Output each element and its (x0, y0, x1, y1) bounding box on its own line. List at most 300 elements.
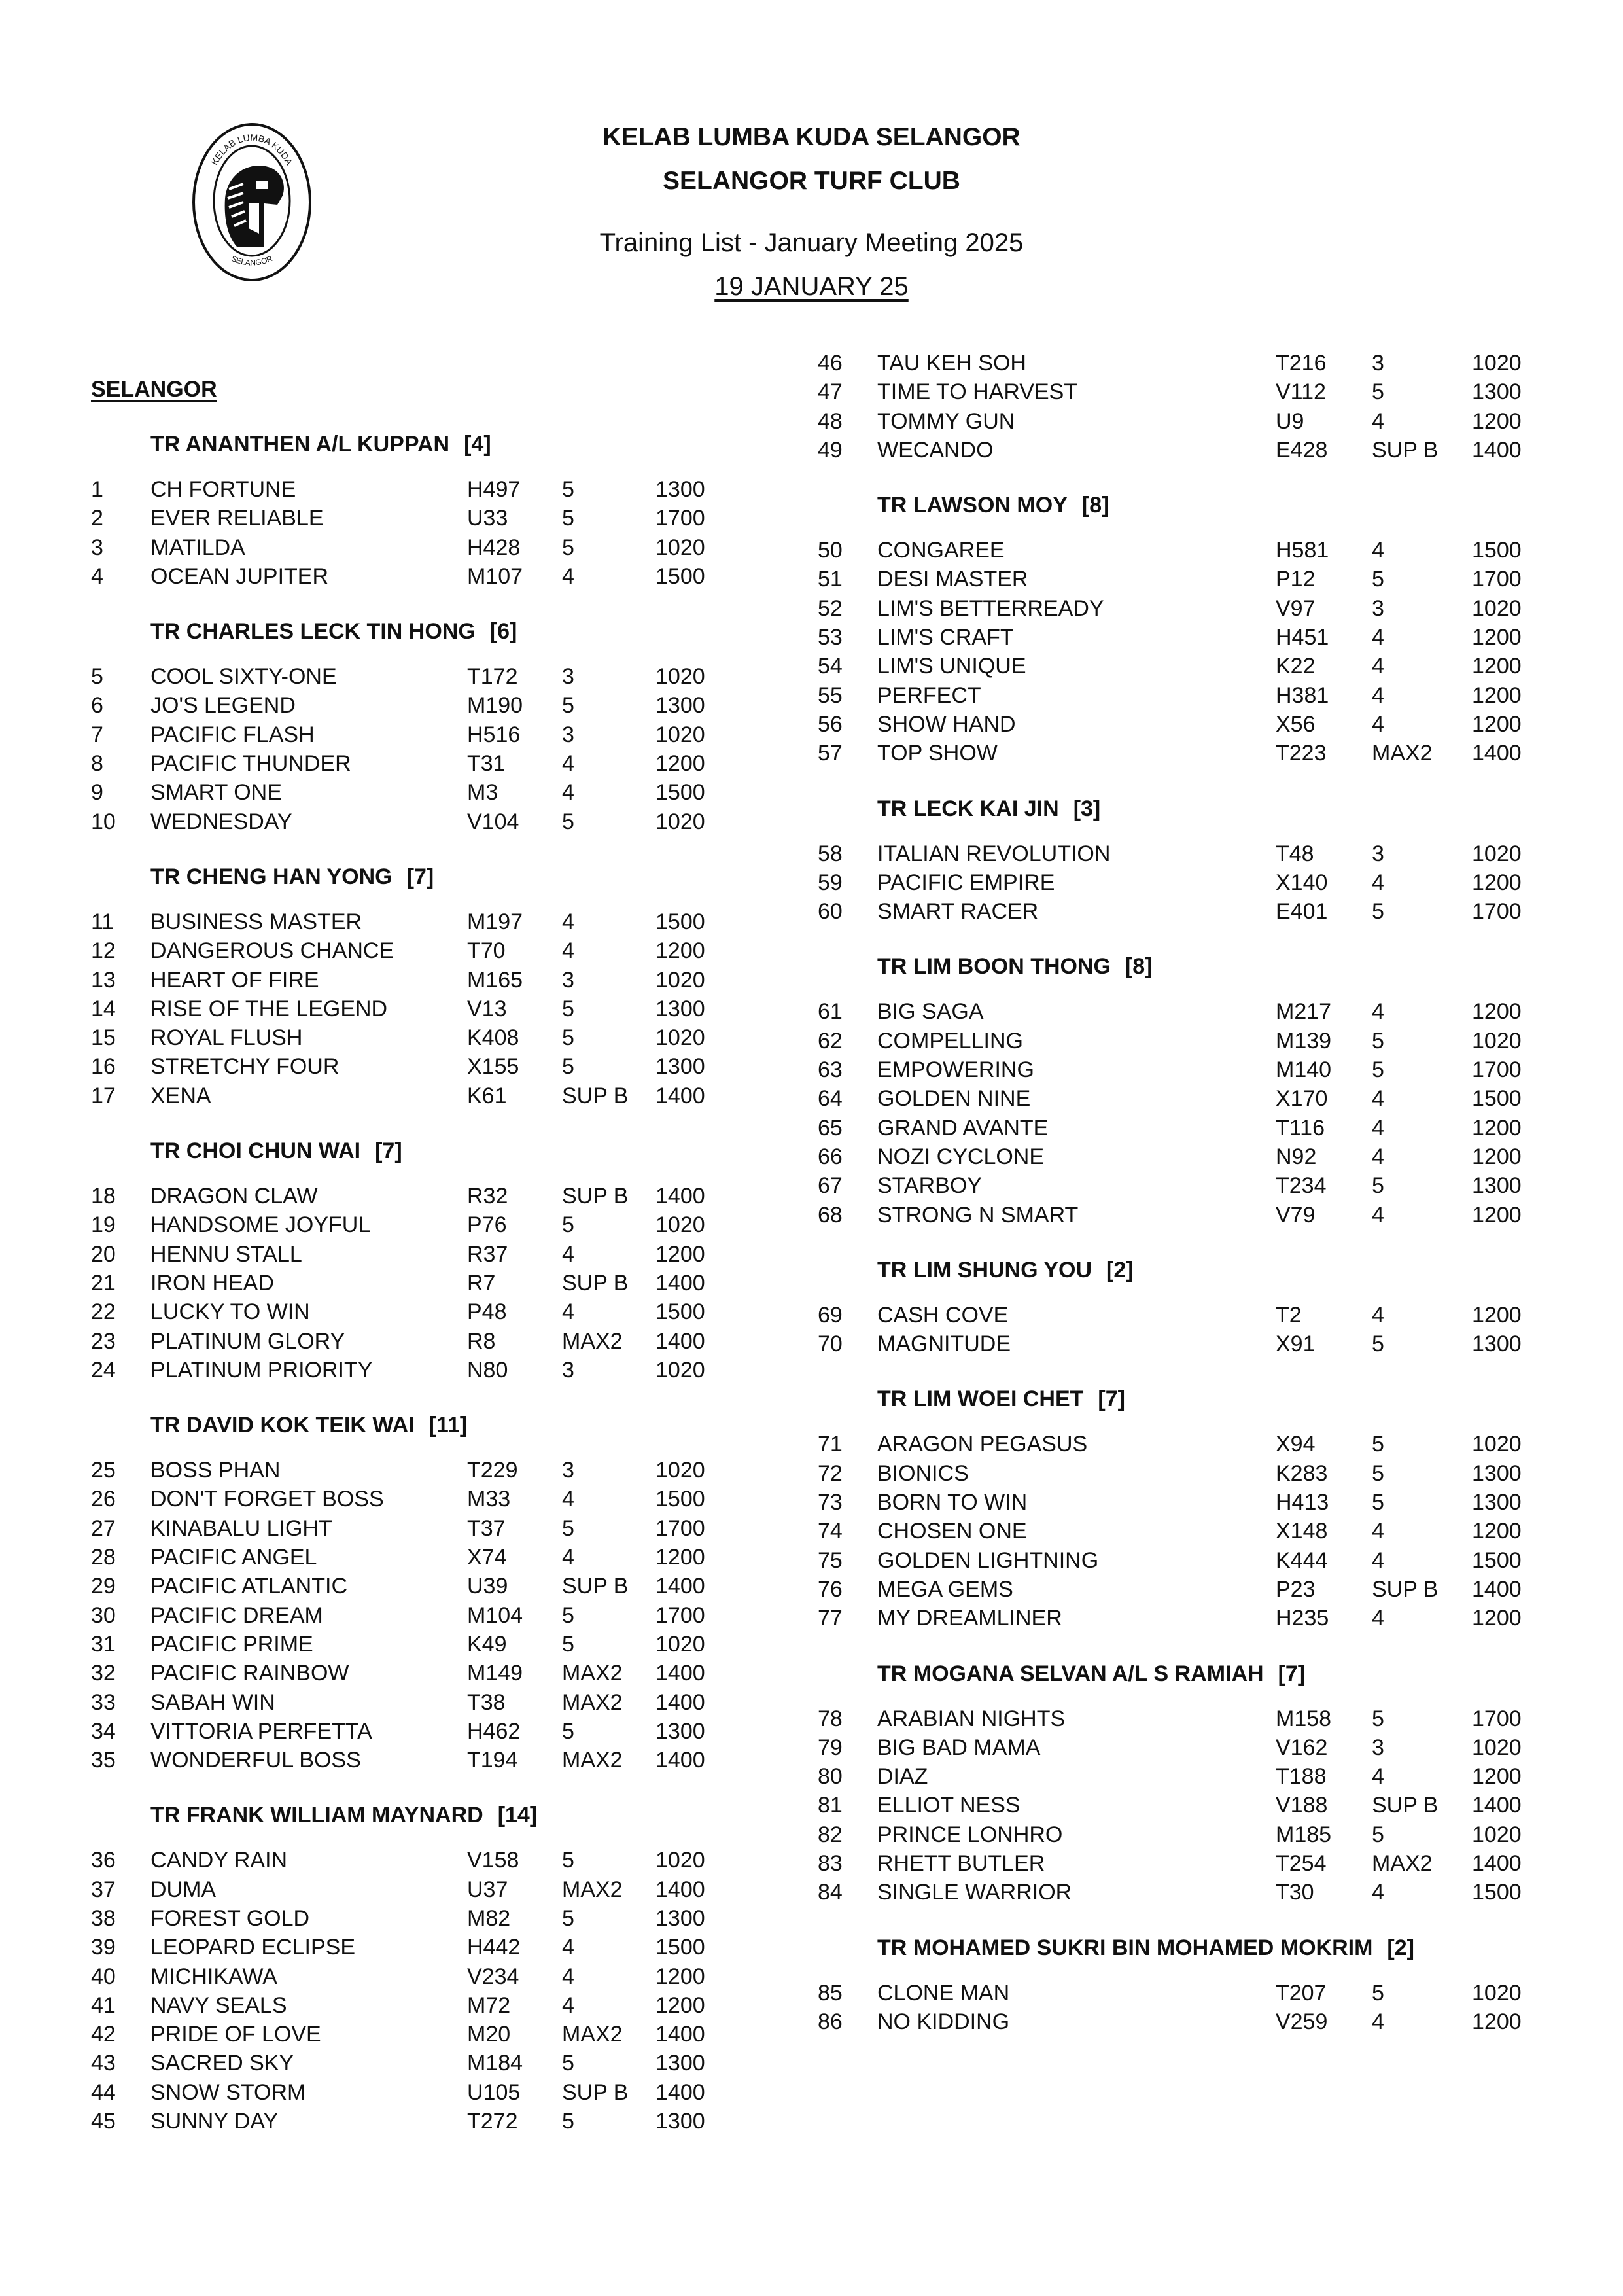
horse-number: 31 (91, 1631, 116, 1657)
horse-number: 2 (91, 506, 103, 531)
horse-code: P76 (467, 1212, 507, 1238)
horse-class: SUP B (1372, 437, 1439, 463)
horse-name: PLATINUM PRIORITY (150, 1357, 373, 1383)
trainer-group (91, 1137, 811, 1385)
horse-distance: 1200 (1472, 1144, 1522, 1169)
horse-code: R8 (467, 1328, 496, 1354)
horse-class: 4 (1372, 625, 1384, 650)
horse-code: V234 (467, 1964, 519, 1989)
trainer-heading (877, 491, 1537, 519)
horse-row (91, 1456, 811, 1485)
right-column (818, 349, 1537, 2036)
horse-name: BOSS PHAN (150, 1458, 281, 1483)
horse-distance: 1500 (655, 1935, 705, 1960)
horse-class: MAX2 (562, 1748, 623, 1773)
horse-row (91, 1601, 811, 1630)
horse-row (818, 652, 1537, 680)
horse-row (91, 1962, 811, 1991)
horse-row (818, 1979, 1537, 2007)
horse-number: 32 (91, 1661, 116, 1686)
trainer-name: TR LECK KAI JIN (877, 796, 1059, 821)
horse-row (818, 565, 1537, 593)
horse-class: 4 (1372, 1115, 1384, 1140)
horse-distance: 1700 (655, 1515, 705, 1541)
horse-name: GRAND AVANTE (877, 1115, 1049, 1140)
horse-code: V158 (467, 1848, 519, 1873)
horse-class: 5 (562, 2051, 574, 2076)
horse-name: BUSINESS MASTER (150, 909, 362, 934)
horse-code: H451 (1276, 625, 1329, 650)
trainer-name: TR CHENG HAN YONG (150, 864, 393, 889)
horse-name: WECANDO (877, 437, 994, 463)
horse-name: LEOPARD ECLIPSE (150, 1935, 356, 1960)
horse-class: 4 (1372, 538, 1384, 563)
horse-code: P12 (1276, 567, 1316, 592)
left-column (91, 431, 811, 2136)
horse-distance: 1200 (655, 751, 705, 777)
horse-distance: 1700 (1472, 567, 1522, 592)
horse-count: [4] (464, 432, 491, 457)
horse-code: M72 (467, 1992, 511, 2018)
horse-class: MAX2 (562, 1661, 623, 1686)
horse-distance: 1400 (655, 1184, 705, 1209)
horse-number: 10 (91, 809, 116, 834)
document-subtitle: Training List - January Meeting 2025 (599, 228, 1024, 257)
horse-count: [7] (1278, 1661, 1306, 1686)
horse-name: GOLDEN LIGHTNING (877, 1547, 1099, 1573)
horse-name: NOZI CYCLONE (877, 1144, 1045, 1169)
horse-number: 68 (818, 1202, 843, 1227)
horse-row (91, 995, 811, 1023)
horse-class: MAX2 (562, 1328, 623, 1354)
trainer-name: TR CHARLES LECK TIN HONG (150, 619, 476, 645)
horse-distance: 1020 (655, 722, 705, 747)
horse-row (818, 349, 1537, 378)
horse-name: CONGAREE (877, 538, 1005, 563)
horse-distance: 1020 (1472, 595, 1522, 621)
horse-row (91, 1052, 811, 1081)
horse-code: T31 (467, 751, 506, 777)
horse-distance: 1020 (655, 1357, 705, 1383)
horse-code: M20 (467, 2022, 511, 2047)
trainer-heading (150, 1411, 811, 1439)
horse-distance: 1700 (655, 1602, 705, 1628)
horse-class: 3 (1372, 1735, 1384, 1760)
horse-class: MAX2 (562, 1877, 623, 1902)
horse-number: 13 (91, 967, 116, 993)
horse-class: 5 (562, 1631, 574, 1657)
horse-class: 5 (562, 1848, 574, 1873)
horse-distance: 1300 (655, 477, 705, 502)
horse-class: 5 (562, 477, 574, 502)
horse-code: M107 (467, 563, 523, 589)
horse-code: M197 (467, 909, 523, 934)
horse-distance: 1020 (1472, 1432, 1522, 1457)
horse-name: SABAH WIN (150, 1689, 275, 1715)
horse-code: T223 (1276, 741, 1327, 766)
horse-code: H442 (467, 1935, 521, 1960)
horse-name: CASH COVE (877, 1302, 1009, 1328)
horse-number: 65 (818, 1115, 843, 1140)
horse-row (818, 1142, 1537, 1171)
horse-class: SUP B (562, 1083, 629, 1108)
horse-number: 7 (91, 722, 103, 747)
trainer-group (818, 1934, 1537, 2037)
horse-class: 4 (562, 1241, 574, 1267)
horse-row (818, 1084, 1537, 1113)
horse-number: 67 (818, 1173, 843, 1199)
horse-class: 5 (562, 1905, 574, 1931)
horse-code: R37 (467, 1241, 508, 1267)
trainer-heading (877, 1256, 1537, 1284)
horse-class: 4 (1372, 1764, 1384, 1790)
horse-distance: 1200 (1472, 1115, 1522, 1140)
horse-number: 17 (91, 1083, 116, 1108)
horse-name: PACIFIC DREAM (150, 1602, 323, 1628)
horse-code: R32 (467, 1184, 508, 1209)
horse-number: 55 (818, 682, 843, 708)
horse-class: 4 (562, 780, 574, 805)
horse-distance: 1020 (655, 967, 705, 993)
horse-number: 71 (818, 1432, 843, 1457)
horse-row (91, 1659, 811, 1687)
horse-distance: 1500 (1472, 1086, 1522, 1112)
horse-number: 58 (818, 841, 843, 866)
horse-row (91, 1514, 811, 1543)
horse-code: V112 (1276, 380, 1326, 405)
horse-code: T272 (467, 2109, 518, 2134)
horse-count: [11] (428, 1413, 468, 1438)
horse-row (818, 1055, 1537, 1084)
horse-number: 78 (818, 1706, 843, 1731)
horse-name: PACIFIC RAINBOW (150, 1661, 349, 1686)
horse-code: U33 (467, 506, 508, 531)
horse-name: RHETT BUTLER (877, 1850, 1045, 1876)
horse-class: 5 (1372, 1173, 1384, 1199)
horse-row (91, 1182, 811, 1210)
horse-code: V162 (1276, 1735, 1328, 1760)
horse-distance: 1700 (1472, 1706, 1522, 1731)
horse-distance: 1400 (655, 2079, 705, 2105)
horse-class: 5 (562, 1718, 574, 1744)
horse-name: SUNNY DAY (150, 2109, 279, 2134)
horse-row (818, 1459, 1537, 1488)
trainer-heading (150, 863, 811, 891)
horse-number: 70 (818, 1332, 843, 1357)
horse-class: 5 (562, 996, 574, 1021)
horse-number: 66 (818, 1144, 843, 1169)
horse-distance: 1200 (655, 1545, 705, 1570)
horse-distance: 1400 (1472, 741, 1522, 766)
horse-code: M158 (1276, 1706, 1332, 1731)
horse-number: 20 (91, 1241, 116, 1267)
horse-name: BIONICS (877, 1460, 969, 1486)
horse-number: 44 (91, 2079, 116, 2105)
horse-code: K61 (467, 1083, 507, 1108)
horse-code: K49 (467, 1631, 507, 1657)
horse-code: P23 (1276, 1576, 1316, 1602)
horse-class: 4 (1372, 1302, 1384, 1328)
horse-class: 4 (562, 563, 574, 589)
horse-class: 3 (562, 722, 574, 747)
horse-code: U9 (1276, 408, 1304, 434)
horse-row (818, 1546, 1537, 1575)
horse-code: M3 (467, 780, 498, 805)
horse-code: T234 (1276, 1173, 1327, 1199)
horse-distance: 1500 (655, 909, 705, 934)
horse-distance: 1300 (1472, 1460, 1522, 1486)
horse-code: M139 (1276, 1028, 1332, 1053)
trainer-name: TR MOGANA SELVAN A/L S RAMIAH (877, 1661, 1264, 1686)
trainer-heading (877, 1385, 1537, 1413)
trainer-name: TR LIM BOON THONG (877, 954, 1111, 980)
trainer-heading (150, 1801, 811, 1829)
horse-class: SUP B (562, 2079, 629, 2105)
horse-number: 40 (91, 1964, 116, 1989)
horse-number: 45 (91, 2109, 116, 2134)
horse-class: 5 (562, 693, 574, 718)
horse-number: 80 (818, 1764, 843, 1790)
horse-number: 12 (91, 938, 116, 964)
horse-name: PACIFIC ATLANTIC (150, 1574, 348, 1599)
logo-bottom-text: SELANGOR (230, 253, 274, 268)
horse-number: 16 (91, 1054, 116, 1080)
horse-row (818, 1027, 1537, 1055)
horse-distance: 1400 (1472, 1793, 1522, 1818)
horse-row (91, 908, 811, 936)
horse-class: 4 (562, 1545, 574, 1570)
trainer-name: TR LAWSON MOY (877, 493, 1068, 518)
horse-number: 69 (818, 1302, 843, 1328)
horse-code: R7 (467, 1270, 496, 1296)
horse-class: 4 (562, 1964, 574, 1989)
trainer-name: TR ANANTHEN A/L KUPPAN (150, 432, 450, 457)
horse-code: K22 (1276, 654, 1316, 679)
horse-code: X56 (1276, 711, 1316, 737)
horse-code: M149 (467, 1661, 523, 1686)
horse-distance: 1200 (1472, 408, 1522, 434)
horse-name: MAGNITUDE (877, 1332, 1011, 1357)
region-heading: SELANGOR (91, 377, 217, 402)
horse-name: FOREST GOLD (150, 1905, 310, 1931)
horse-class: MAX2 (562, 1689, 623, 1715)
horse-count: [6] (489, 619, 517, 645)
horse-number: 85 (818, 1980, 843, 2005)
horse-class: 3 (1372, 351, 1384, 376)
horse-class: 4 (1372, 1144, 1384, 1169)
horse-distance: 1400 (655, 1083, 705, 1108)
horse-distance: 1020 (655, 1212, 705, 1238)
horse-number: 29 (91, 1574, 116, 1599)
horse-name: BORN TO WIN (877, 1490, 1028, 1515)
horse-name: BIG SAGA (877, 999, 984, 1025)
horse-code: H581 (1276, 538, 1329, 563)
horse-name: WONDERFUL BOSS (150, 1748, 361, 1773)
horse-class: 4 (562, 1487, 574, 1512)
horse-code: X155 (467, 1054, 519, 1080)
horse-row (91, 2107, 811, 2136)
horse-code: H413 (1276, 1490, 1329, 1515)
horse-name: TAU KEH SOH (877, 351, 1026, 376)
horse-code: M185 (1276, 1822, 1332, 1847)
horse-class: 5 (562, 809, 574, 834)
horse-row (91, 1717, 811, 1746)
horse-number: 23 (91, 1328, 116, 1354)
horse-code: X140 (1276, 870, 1328, 895)
horse-code: T116 (1276, 1115, 1325, 1140)
horse-row (818, 2007, 1537, 2036)
horse-class: 5 (562, 1602, 574, 1628)
horse-name: CHOSEN ONE (877, 1519, 1027, 1544)
horse-name: SMART RACER (877, 899, 1039, 925)
horse-class: 5 (562, 2109, 574, 2134)
horse-distance: 1200 (1472, 1606, 1522, 1631)
horse-number: 82 (818, 1822, 843, 1847)
horse-code: V259 (1276, 2009, 1328, 2034)
horse-distance: 1700 (1472, 899, 1522, 925)
horse-name: ARAGON PEGASUS (877, 1432, 1088, 1457)
horse-row (91, 1327, 811, 1356)
horse-class: 5 (562, 1515, 574, 1541)
horse-row (91, 2020, 811, 2049)
horse-code: T30 (1276, 1880, 1314, 1905)
horse-number: 35 (91, 1748, 116, 1773)
horse-class: 3 (562, 1458, 574, 1483)
horse-class: 5 (1372, 1706, 1384, 1731)
horse-name: DESI MASTER (877, 567, 1028, 592)
trainer-name: TR FRANK WILLIAM MAYNARD (150, 1803, 483, 1828)
horse-number: 4 (91, 563, 103, 589)
horse-name: OCEAN JUPITER (150, 563, 329, 589)
horse-distance: 1020 (1472, 841, 1522, 866)
horse-number: 11 (91, 909, 114, 934)
horse-code: H462 (467, 1718, 521, 1744)
horse-distance: 1400 (655, 1328, 705, 1354)
horse-name: PLATINUM GLORY (150, 1328, 345, 1354)
horse-distance: 1020 (655, 664, 705, 690)
horse-class: 4 (1372, 711, 1384, 737)
trainer-heading (150, 431, 811, 458)
horse-number: 33 (91, 1689, 116, 1715)
horse-name: HENNU STALL (150, 1241, 302, 1267)
horse-number: 57 (818, 741, 843, 766)
horse-name: TOP SHOW (877, 741, 998, 766)
horse-distance: 1400 (655, 1877, 705, 1902)
horse-code: T254 (1276, 1850, 1327, 1876)
horse-class: 4 (562, 938, 574, 964)
horse-name: WEDNESDAY (150, 809, 292, 834)
horse-row (91, 475, 811, 504)
horse-number: 8 (91, 751, 103, 777)
horse-name: LIM'S CRAFT (877, 625, 1014, 650)
horse-distance: 1020 (655, 535, 705, 560)
horse-code: M217 (1276, 999, 1332, 1025)
horse-row (818, 1791, 1537, 1820)
horse-number: 28 (91, 1545, 116, 1570)
horse-row (818, 1878, 1537, 1907)
horse-number: 22 (91, 1299, 116, 1325)
horse-number: 75 (818, 1547, 843, 1573)
horse-name: SACRED SKY (150, 2051, 294, 2076)
horse-distance: 1500 (1472, 538, 1522, 563)
horse-distance: 1400 (655, 2022, 705, 2047)
horse-number: 50 (818, 538, 843, 563)
horse-name: SHOW HAND (877, 711, 1016, 737)
horse-number: 30 (91, 1602, 116, 1628)
horse-distance: 1400 (1472, 1576, 1522, 1602)
horse-code: T70 (467, 938, 506, 964)
horse-name: DON'T FORGET BOSS (150, 1487, 384, 1512)
horse-distance: 1200 (655, 1992, 705, 2018)
horse-row (91, 1023, 811, 1052)
horse-number: 1 (91, 477, 103, 502)
horse-number: 81 (818, 1793, 843, 1818)
trainer-group (818, 349, 1537, 465)
horse-class: 4 (562, 1992, 574, 2018)
horse-distance: 1200 (1472, 682, 1522, 708)
horse-code: X94 (1276, 1432, 1316, 1457)
horse-code: U105 (467, 2079, 521, 2105)
horse-number: 77 (818, 1606, 843, 1631)
horse-distance: 1500 (1472, 1547, 1522, 1573)
trainer-heading (877, 795, 1537, 822)
horse-code: M104 (467, 1602, 523, 1628)
horse-row (818, 839, 1537, 868)
horse-name: RISE OF THE LEGEND (150, 996, 388, 1021)
horse-distance: 1500 (655, 1487, 705, 1512)
horse-number: 60 (818, 899, 843, 925)
horse-distance: 1200 (655, 1241, 705, 1267)
horse-code: T229 (467, 1458, 518, 1483)
trainer-group (91, 618, 811, 836)
club-name-english: SELANGOR TURF CLUB (663, 167, 960, 195)
horse-count: [14] (497, 1803, 538, 1828)
horse-code: M184 (467, 2051, 523, 2076)
trainer-group (818, 491, 1537, 768)
horse-class: SUP B (1372, 1576, 1439, 1602)
horse-number: 59 (818, 870, 843, 895)
horse-code: M190 (467, 693, 523, 718)
trainer-name: TR CHOI CHUN WAI (150, 1139, 361, 1164)
horse-row (818, 897, 1537, 926)
horse-row (818, 1733, 1537, 1762)
horse-class: 5 (1372, 1490, 1384, 1515)
horse-row (91, 562, 811, 591)
horse-row (91, 1933, 811, 1962)
horse-name: PACIFIC THUNDER (150, 751, 351, 777)
horse-number: 24 (91, 1357, 116, 1383)
horse-number: 86 (818, 2009, 843, 2034)
horse-number: 39 (91, 1935, 116, 1960)
horse-distance: 1400 (655, 1689, 705, 1715)
horse-class: 5 (1372, 1460, 1384, 1486)
horse-distance: 1020 (1472, 1822, 1522, 1847)
horse-name: LUCKY TO WIN (150, 1299, 310, 1325)
horse-class: 4 (562, 751, 574, 777)
horse-row (91, 1875, 811, 1904)
horse-row (818, 378, 1537, 406)
horse-name: IRON HEAD (150, 1270, 274, 1296)
horse-row (91, 1543, 811, 1572)
horse-code: M33 (467, 1487, 511, 1512)
horse-number: 46 (818, 351, 843, 376)
horse-code: X91 (1276, 1332, 1316, 1357)
horse-distance: 1200 (655, 938, 705, 964)
horse-number: 14 (91, 996, 116, 1021)
horse-row (91, 1298, 811, 1326)
horse-class: 4 (1372, 870, 1384, 895)
horse-class: MAX2 (1372, 741, 1433, 766)
